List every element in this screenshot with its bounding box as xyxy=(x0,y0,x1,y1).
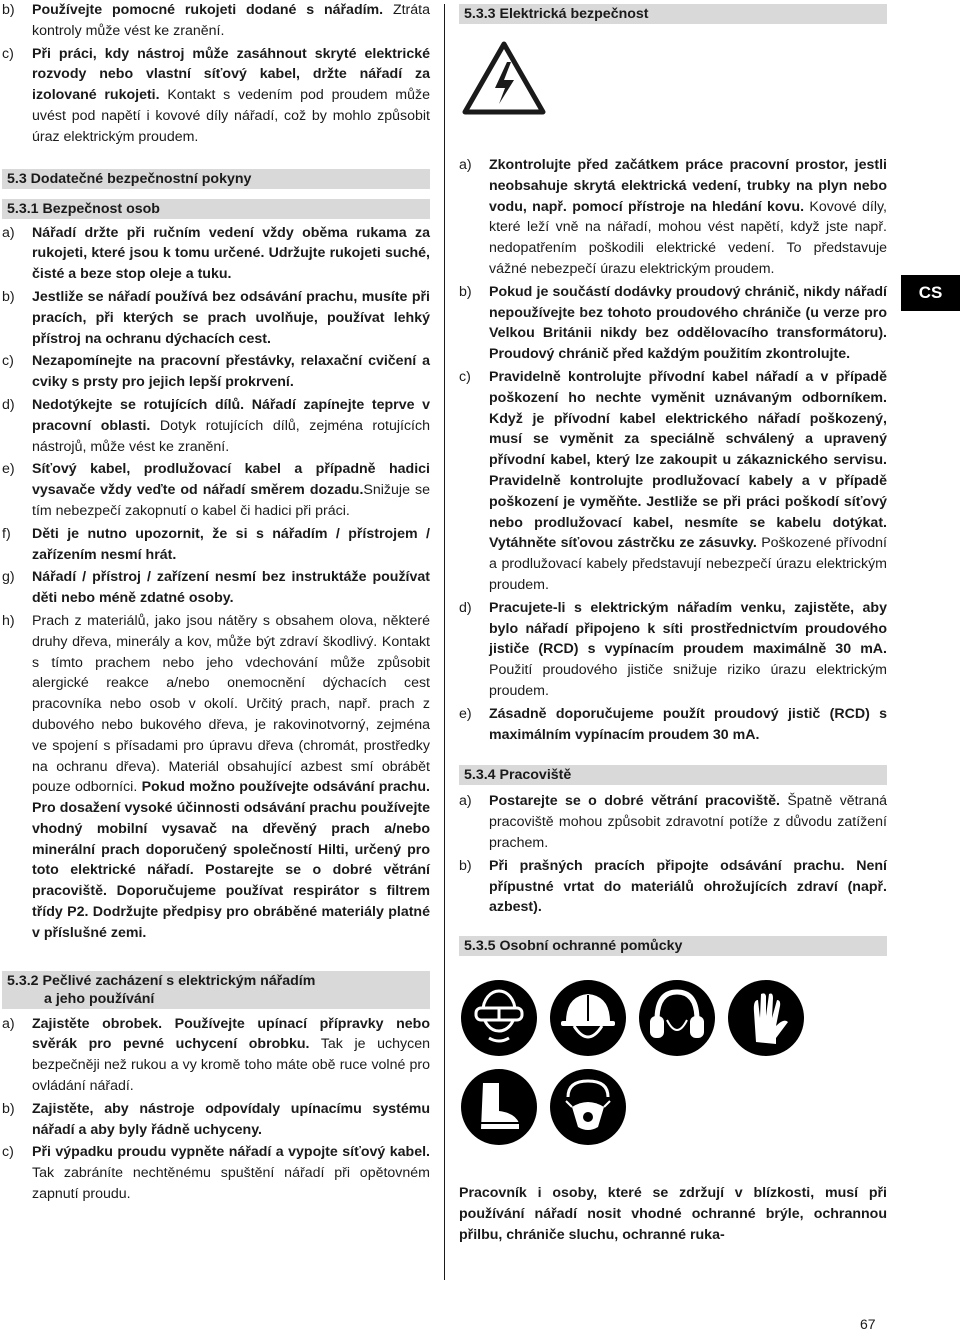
section-heading-5-3-2-line2: a jeho používání xyxy=(44,990,155,1007)
section-heading-5-3-1: 5.3.1 Bezpečnost osob xyxy=(2,199,430,219)
section-heading-5-3-4: 5.3.4 Pracoviště xyxy=(459,765,887,785)
item-marker: c) xyxy=(2,353,14,370)
bold-text: Jestliže se nářadí používá bez odsávání prachu, musíte při pracích, při kterých se prach uvolňuje, používat lehký přístroj na ochranu dýchacích cest. xyxy=(32,288,430,347)
list-item xyxy=(459,856,887,918)
item-text xyxy=(32,567,430,609)
list-item xyxy=(2,44,430,148)
language-tab: CS xyxy=(901,275,960,311)
bold-text: Při výpadku proudu vypněte nářadí a vypojte síťový kabel. xyxy=(32,1144,430,1161)
item-marker: a) xyxy=(459,793,472,810)
bold-text: Děti je nutno upozornit, že si s nářadím / přístrojem / zařízením nesmí hrát. xyxy=(32,525,430,563)
bold-text: Při prašných pracích připojte odsávání prachu. Není přípustné vrtat do materiálů ohrožujících zdraví (např. azbest). xyxy=(489,857,887,916)
section-heading-5-3-2-line1: 5.3.2 Pečlivé zacházení s elektrickým nářadím xyxy=(7,972,316,989)
list-item xyxy=(2,1099,430,1141)
item-marker: b) xyxy=(459,857,472,874)
body-text: Kovové díly, které leží vně na nářadí, mohou vést napětí, když jste např. nedopatřením poškodili elektrické vedení. To představuje vážné nebezpečí úrazu elektrickým proudem. xyxy=(489,198,887,277)
protective-gloves-icon xyxy=(726,978,806,1058)
item-marker: b) xyxy=(2,288,15,305)
body-text: Špatně větraná pracoviště mohou způsobit zdravotní potíže z důvodu zatížení prachem. xyxy=(489,793,888,851)
column-divider xyxy=(444,4,445,1280)
item-text xyxy=(32,1142,430,1204)
bold-text: Síťový kabel, prodlužovací kabel a případně hadici vysavače vždy veďte od nářadí směrem dozadu. xyxy=(32,461,430,499)
bold-text: Pravidelně kontrolujte přívodní kabel nářadí a v případě poškození ho nechte vyměnit uznávaným odborníkem. Když je přívodní kabel elektrického nářadí poškozený, musí se vyměnit za speciálně schválený a upravený přívodní kabel, který lze zakoupit u zákaznického servisu. Pravidelně kontrolujte prodlužovací kabely a v případě poškození je vyměňte. Jestliže se při práci poškodí síťový nebo prodlužovací kabel, nesmíte se kabelu dotýkat. Vytáhněte síťovou zástrčku ze zásuvky. xyxy=(489,368,887,552)
safety-boots-icon xyxy=(459,1067,539,1147)
bold-text: Nářadí / přístroj / zařízení nesmí bez instruktáže používat děti nebo méně zdatné osoby. xyxy=(32,569,430,607)
item-marker: c) xyxy=(2,45,14,62)
hard-hat-icon xyxy=(548,978,628,1058)
list-item xyxy=(2,287,430,349)
bold-text: Zajistěte obrobek. Používejte upínací přípravky nebo svěrák pro pevné uchycení obrobku. xyxy=(32,1015,430,1053)
bold-text: Při práci, kdy nástroj může zasáhnout skryté elektrické rozvody nebo vlastní síťový kabel, držte nářadí za izolované rukojeti. xyxy=(32,45,430,104)
item-marker: e) xyxy=(2,461,15,478)
list-item xyxy=(459,704,887,746)
list-item xyxy=(459,791,887,853)
list-item xyxy=(2,223,430,285)
item-text xyxy=(489,704,887,746)
item-text xyxy=(32,351,430,393)
section-heading-5-3-5: 5.3.5 Osobní ochranné pomůcky xyxy=(459,936,887,956)
bold-text: Postarejte se o dobré větrání pracoviště. xyxy=(489,793,780,810)
body-text: Použití proudového jističe snižuje riziko úrazu elektrickým proudem. xyxy=(489,662,887,699)
item-text xyxy=(32,0,430,42)
item-marker: f) xyxy=(2,525,11,542)
right-column xyxy=(459,0,887,1245)
bold-text: Nářadí držte při ručním vedení vždy oběma rukama za rukojeti, které jsou k tomu určené. Udržujte rukojeti suché, čisté a beze stop oleje a tuku. xyxy=(32,224,430,283)
body-text: Prach z materiálů, jako jsou nátěry s obsahem olova, některé druhy dřeva, minerály a kov, může být zdraví škodlivý. Kontakt s tímto prachem nebo jeho vdechování může způsobit alergické reakce a/nebo onemocnění dýchacích cest pracovníka nebo osob v okolí. Určitý prach, např. prach z dubového nebo bukového dřeva, je rakovinotvorný, zejména ve spojení s přísadami pro úpravu dřeva (chromát, prostředky na ochranu dřeva). Materiál obsahující azbest smí obrábět pouze odborníci. xyxy=(32,612,430,796)
left-column xyxy=(2,0,430,1205)
list-item xyxy=(2,1014,430,1097)
item-text xyxy=(32,1099,430,1141)
ear-protection-icon xyxy=(637,978,717,1058)
item-marker: d) xyxy=(2,396,15,413)
item-marker: c) xyxy=(2,1144,14,1161)
list-item xyxy=(2,567,430,609)
bold-text: Nedotýkejte se rotujících dílů. Nářadí zapínejte teprve v pracovní oblasti. xyxy=(32,396,430,434)
list-item xyxy=(459,367,887,596)
list-item xyxy=(2,524,430,566)
personal-safety-list xyxy=(2,223,430,944)
item-text xyxy=(32,524,430,566)
item-marker: e) xyxy=(459,705,472,722)
list-item xyxy=(2,611,430,944)
body-text: Poškozené přívodní a prodlužovací kabely představují nebezpečí úrazu elektrickým proudem. xyxy=(489,535,887,593)
respirator-mask-icon xyxy=(548,1067,628,1147)
ppe-row-2 xyxy=(459,1067,887,1147)
list-item xyxy=(2,395,430,457)
item-text xyxy=(32,459,430,521)
item-marker: a) xyxy=(2,224,15,241)
item-marker: d) xyxy=(459,599,472,616)
item-marker: c) xyxy=(459,368,471,385)
list-item xyxy=(2,459,430,521)
bold-text: Používejte pomocné rukojeti dodané s nářadím. xyxy=(32,2,384,18)
page-number: 67 xyxy=(860,1316,876,1332)
item-text xyxy=(32,395,430,457)
tool-handling-list xyxy=(2,1014,430,1205)
bold-text: Zkontrolujte před začátkem práce pracovní prostor, jestli neobsahuje skrytá elektrická vedení, trubky na plyn nebo vodu, např. pomocí přístroje na hledání kovu. xyxy=(489,157,887,215)
body-text: Snižuje se tím nebezpečí zakopnutí o kabel či hadici při práci. xyxy=(32,482,430,519)
item-marker: b) xyxy=(459,283,472,300)
workplace-list xyxy=(459,791,887,918)
list-item xyxy=(459,155,887,280)
item-marker: a) xyxy=(2,1015,15,1032)
list-item xyxy=(459,598,887,702)
ppe-row-1 xyxy=(459,978,887,1058)
item-text xyxy=(489,282,887,365)
item-marker: b) xyxy=(2,1100,15,1117)
intro-list xyxy=(2,0,430,148)
list-item xyxy=(2,351,430,393)
bold-text: Pracujete-li s elektrickým nářadím venku, zajistěte, aby bylo nářadí připojeno k síti prostřednictvím proudového jističe (RCD) s vypínacím proudem maximálně 30 mA. xyxy=(489,599,887,658)
list-item xyxy=(2,1142,430,1204)
section-heading-5-3-2 xyxy=(2,971,430,1009)
ppe-icons xyxy=(459,978,887,1147)
section-heading-5-3: 5.3 Dodatečné bezpečnostní pokyny xyxy=(2,169,430,189)
bold-text: Zásadně doporučujeme použít proudový jistič (RCD) s maximálním vypínacím proudem 30 mA. xyxy=(489,705,887,743)
item-text xyxy=(32,287,430,349)
bold-text: Pokud je součástí dodávky proudový chránič, nikdy nářadí nepoužívejte bez tohoto proudového chrániče (u verze pro Velkou Británii nikdy bez oddělovacího transformátoru). Proudový chránič před každým použitím zkontrolujte. xyxy=(489,283,887,363)
list-item xyxy=(2,0,430,42)
bold-text: Nezapomínejte na pracovní přestávky, relaxační cvičení a cviky s prsty pro jejich lepší prokrvení. xyxy=(32,353,430,391)
body-text: Tak je uchycen bezpečněji než rukou a vy kromě toho máte obě ruce volné pro ovládání nářadí. xyxy=(32,1036,431,1095)
item-marker: h) xyxy=(2,612,15,629)
item-text xyxy=(32,44,430,148)
item-text xyxy=(489,856,887,918)
body-text: Kontakt s vedením pod proudem může uvést pod napětí i kovové díly nářadí, což by mohlo způsobit úraz elektrickým proudem. xyxy=(32,87,430,145)
item-text xyxy=(32,611,430,944)
section-heading-5-3-3: 5.3.3 Elektrická bezpečnost xyxy=(459,4,887,24)
bold-text: Pokud možno používejte odsávání prachu. Pro dosažení vysoké účinnosti odsávání prachu používejte vhodný mobilní vysavač na dřevěný prach a/nebo minerální prach doporučený společností Hilti, určený pro toto elektrické nářadí. Postarejte se o dobré větrání pracoviště. Doporučujeme používat respirátor s filtrem třídy P2. Dodržujte předpisy pro obráběné materiály platné v příslušné zemi. xyxy=(32,779,431,941)
item-marker: b) xyxy=(2,2,15,18)
list-item xyxy=(459,282,887,365)
body-text: Tak zabráníte nechtěnému spuštění nářadí při opětovném zapnutí proudu. xyxy=(32,1165,430,1203)
item-marker: g) xyxy=(2,569,15,586)
item-text xyxy=(489,598,887,702)
electrical-safety-list xyxy=(459,155,887,745)
item-text xyxy=(489,155,887,280)
item-text xyxy=(32,1014,430,1097)
item-text xyxy=(489,367,887,596)
item-text xyxy=(489,791,887,853)
body-text: Dotyk rotujících dílů, zejména rotujících nástrojů, může vést ke zranění. xyxy=(32,417,430,455)
safety-goggles-icon xyxy=(459,978,539,1058)
ppe-closing-text: Pracovník i osoby, které se zdržují v blízkosti, musí při používání nářadí nosit vhodné ochranné brýle, ochrannou přilbu, chrániče sluchu, ochranné ruka- xyxy=(459,1185,887,1243)
item-text xyxy=(32,223,430,285)
high-voltage-warning-icon xyxy=(461,40,547,116)
bold-text: Zajistěte, aby nástroje odpovídaly upínacímu systému nářadí a aby byly řádně uchyceny. xyxy=(32,1100,430,1138)
body-text: Ztráta kontroly může vést ke zranění. xyxy=(32,2,430,39)
item-marker: a) xyxy=(459,157,472,173)
